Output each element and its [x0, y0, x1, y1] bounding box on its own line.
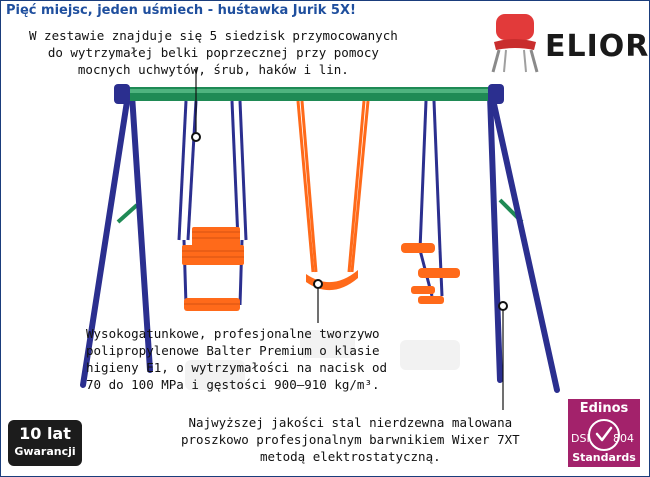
brand-name: ELIOR — [545, 29, 650, 64]
plastic-line: Wysokogatunkowe, profesjonalne tworzywo — [86, 326, 380, 341]
warranty-years: 10 lat — [19, 424, 71, 443]
steel-line: metodą elektrostatyczną. — [260, 449, 441, 464]
certificate-badge — [568, 399, 640, 467]
page-title: Pięć miejsc, jeden uśmiech - huśtawka Jurik 5X! — [6, 3, 356, 18]
certificate-name: Edinos — [579, 401, 629, 416]
plastic-line: higieny E1, o wytrzymałości na nacisk od — [86, 360, 388, 375]
certificate-left: DSI — [571, 432, 590, 445]
certificate-standards: Standards — [572, 451, 636, 464]
seats-line: W zestawie znajduje się 5 siedzisk przymocowanych — [29, 28, 398, 43]
steel-line: proszkowo profesjonalnym barwnikiem Wixer 7XT — [181, 432, 520, 447]
steel-description — [181, 414, 520, 465]
plastic-line: 70 do 100 MPa i gęstości 900–910 kg/m³. — [86, 377, 380, 392]
certificate-right: 804 — [613, 432, 634, 445]
plastic-line: polipropylenowe Balter Premium o klasie — [86, 343, 380, 358]
warranty-badge — [8, 420, 82, 466]
steel-line: Najwyższej jakości stal nierdzewna malowana — [188, 415, 513, 430]
plastic-description — [86, 325, 387, 393]
warranty-label: Gwarancji — [14, 445, 76, 458]
seats-line: mocnych uchwytów, śrub, haków i lin. — [77, 62, 349, 77]
seats-line: do wytrzymałej belki poprzecznej przy pomocy — [47, 45, 379, 60]
